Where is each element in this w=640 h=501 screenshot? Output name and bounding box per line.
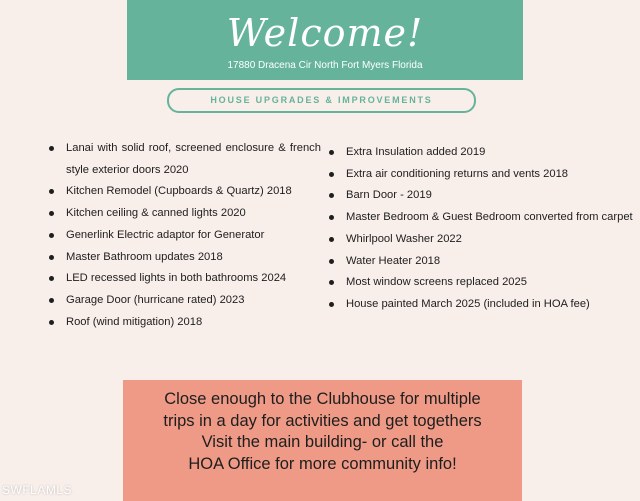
list-item: Barn Door - 2019 <box>328 185 640 207</box>
list-item: LED recessed lights in both bathrooms 2024 <box>48 268 321 290</box>
callout-line: Visit the main building- or call the <box>201 433 444 451</box>
list-item: House painted March 2025 (included in HOA fee) <box>328 294 640 316</box>
list-item: Garage Door (hurricane rated) 2023 <box>48 290 321 312</box>
callout-line: HOA Office for more community info! <box>188 454 457 473</box>
callout-line: Close enough to the Clubhouse for multiple <box>164 390 481 408</box>
welcome-title: Welcome! <box>226 11 424 55</box>
section-label: HOUSE UPGRADES & IMPROVEMENTS <box>167 88 476 113</box>
property-address: 17880 Dracena Cir North Fort Myers Florida <box>227 60 423 71</box>
list-item: Roof (wind mitigation) 2018 <box>48 312 321 334</box>
list-item: Lanai with solid roof, screened enclosure & french style exterior doors 2020 <box>48 138 321 181</box>
list-item: Most window screens replaced 2025 <box>328 272 640 294</box>
mls-watermark: SWFLAMLS <box>2 483 73 497</box>
list-item: Extra Insulation added 2019 <box>328 142 640 164</box>
list-item: Master Bathroom updates 2018 <box>48 247 321 269</box>
clubhouse-callout <box>123 380 522 501</box>
upgrades-list-right <box>328 142 640 316</box>
list-item: Whirlpool Washer 2022 <box>328 229 640 251</box>
list-item: Generlink Electric adaptor for Generator <box>48 225 321 247</box>
list-item: Water Heater 2018 <box>328 251 640 273</box>
callout-line: trips in a day for activities and get togethers <box>163 411 482 430</box>
list-item: Master Bedroom & Guest Bedroom converted from carpet <box>328 207 640 229</box>
list-item: Kitchen Remodel (Cupboards & Quartz) 2018 <box>48 181 321 203</box>
upgrades-list-left <box>48 138 321 333</box>
list-item: Extra air conditioning returns and vents 2018 <box>328 164 640 186</box>
welcome-header <box>127 0 523 80</box>
list-item: Kitchen ceiling & canned lights 2020 <box>48 203 321 225</box>
